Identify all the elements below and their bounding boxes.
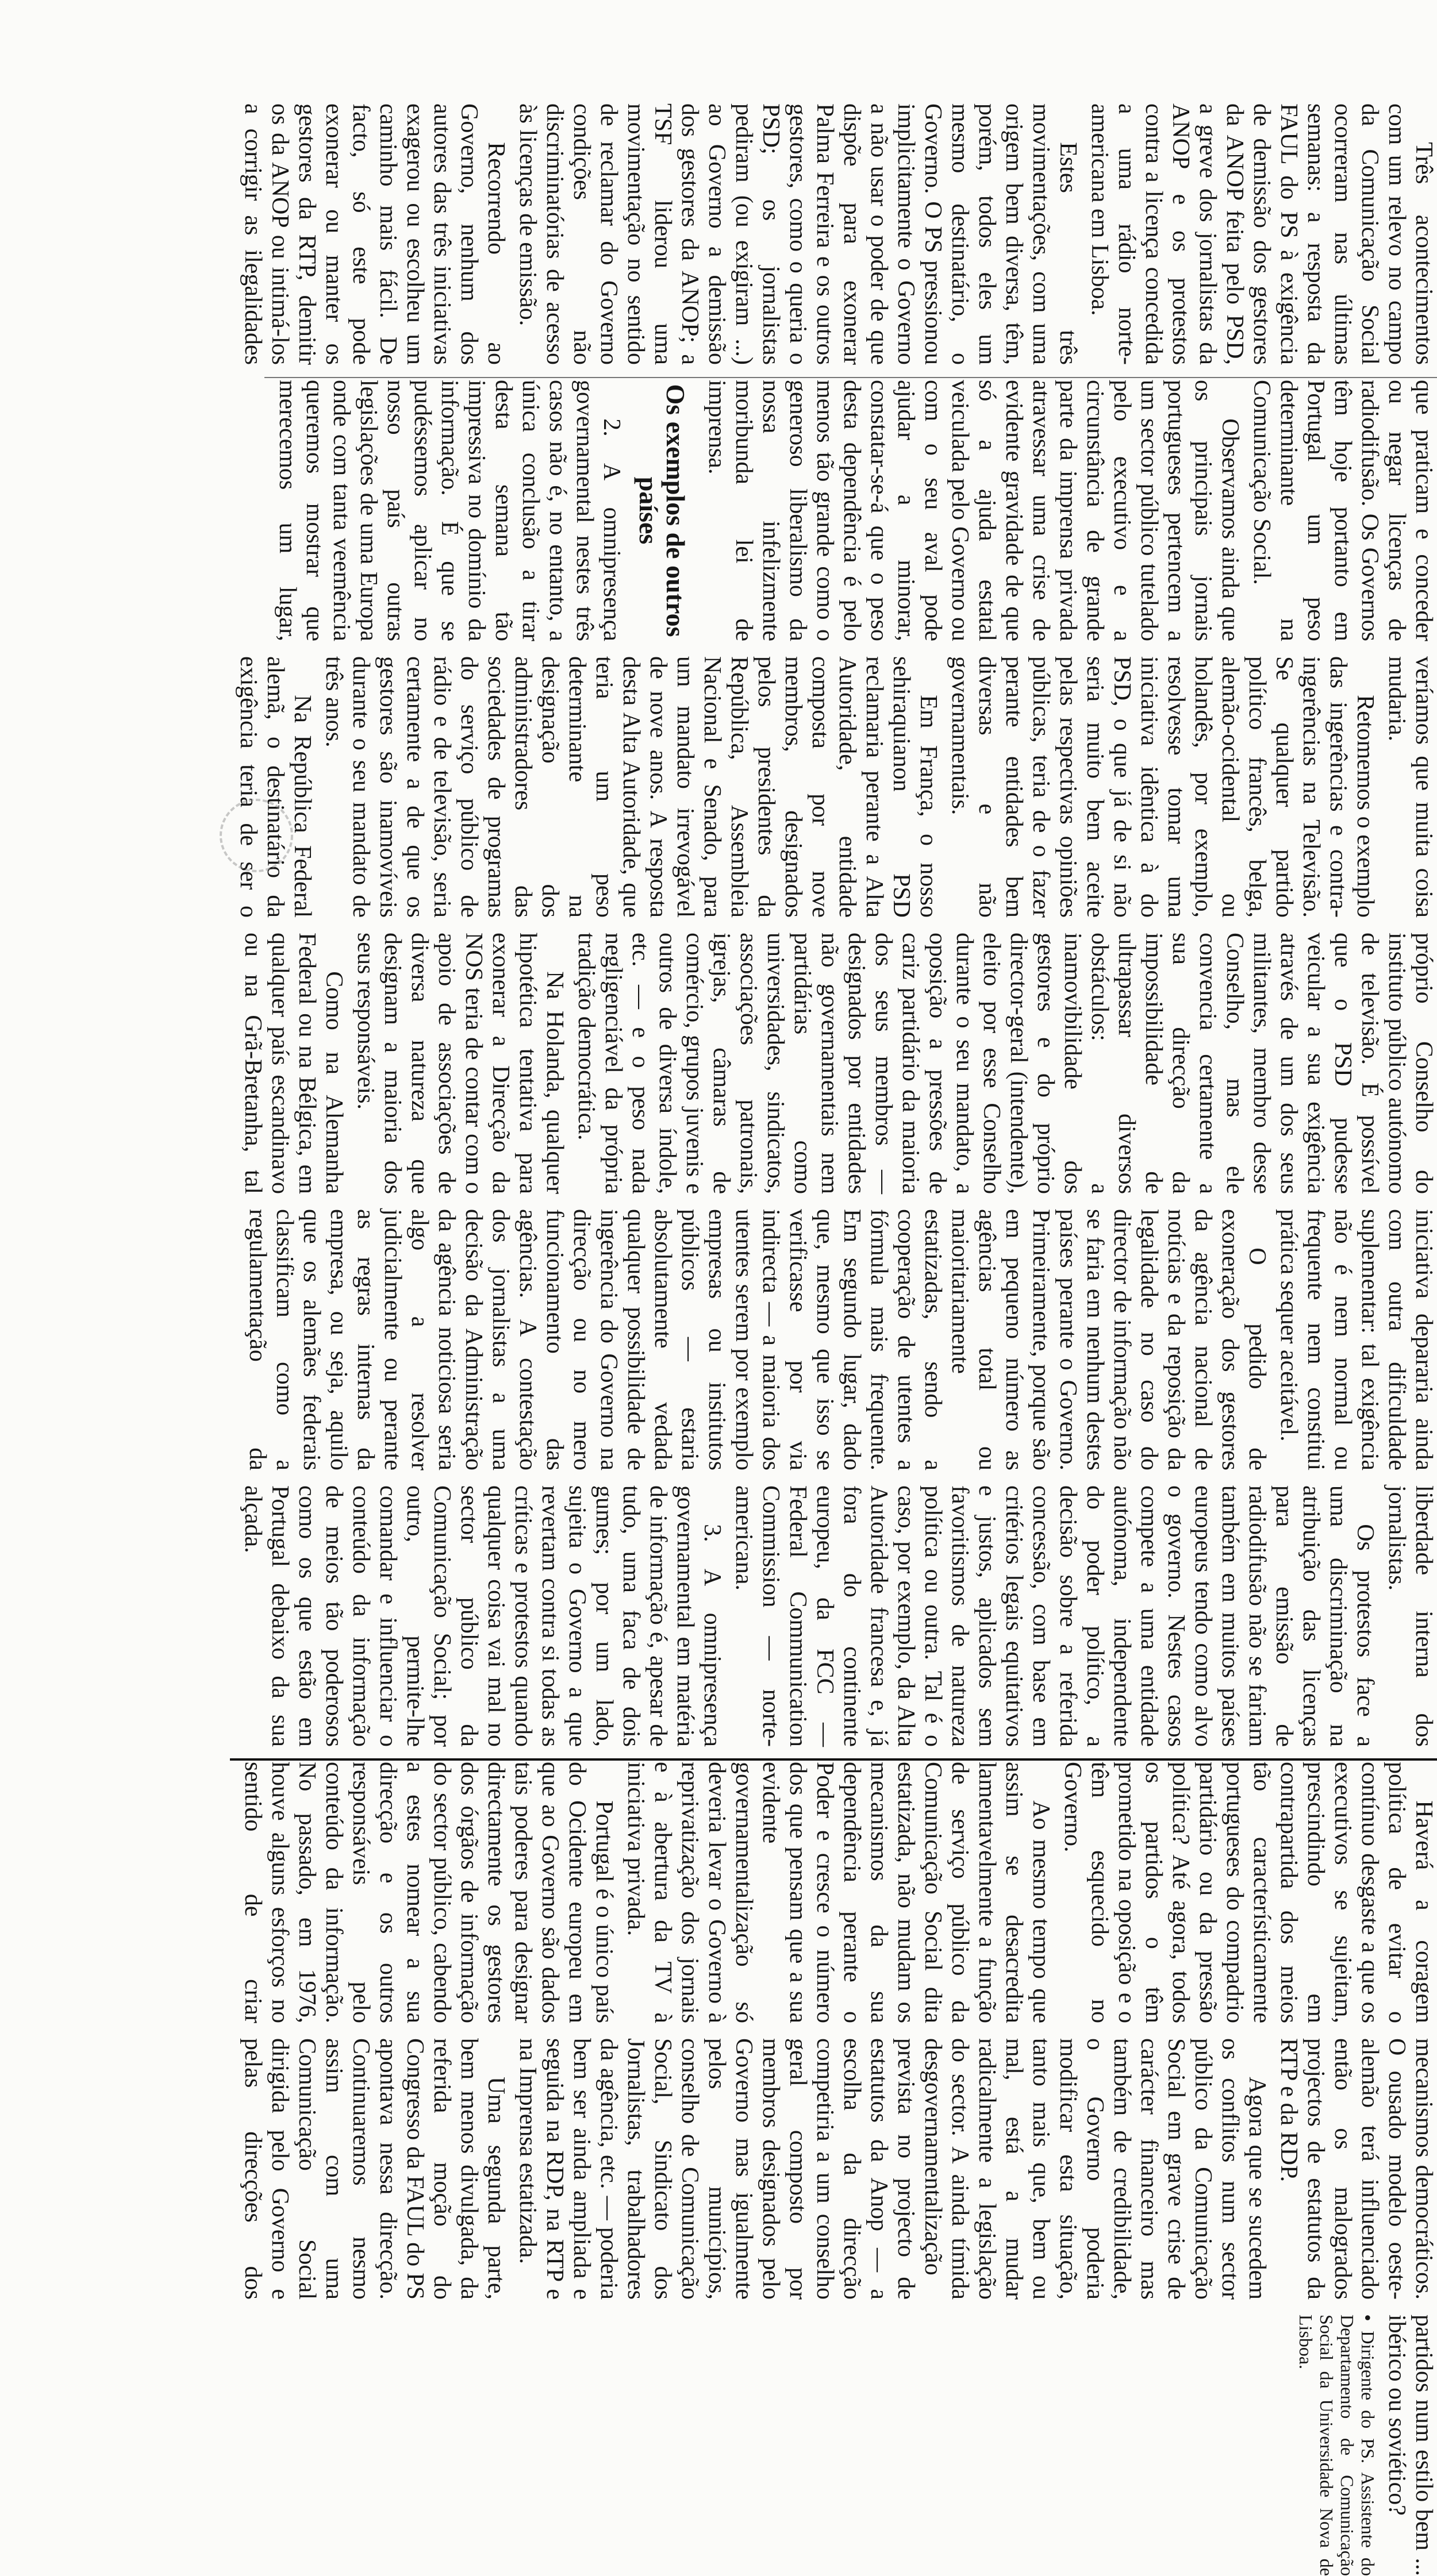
- footnote-bullet: •: [1358, 2315, 1378, 2321]
- paragraph: Portugal é o único país do Ocidente europeu em que ao Governo são dados tais poderes para designar directamente os gestores dos órgãos de informação do sector público, cabendo a estes nomear a sua direcção e os outros responsáveis pelo conteúdo da informação. No passado, em 1976, houve alguns esforços no sentido de criar mecanismos democráticos. O ousado modelo oeste-alemão terá influenciado então os malogrados projectos de estatutos da RTP e da RDP.: [240, 1762, 1437, 2300]
- paragraph: Observamos ainda que os principais jornais portugueses pertencem a um sector público tutelado pelo executivo e a circunstância de grande parte da imprensa privada atravessar uma crise de evidente gravidade de que só a ajuda estatal veiculada pelo Governo ou com o seu aval pode ajudar a minorar, constatar-se-á que o peso desta dependência é pelo menos tão grande como o generoso liberalismo da nossa infelizmente moribunda lei de imprensa.: [704, 380, 1243, 641]
- paragraph: Ao mesmo tempo que assim se desacredita lamentavelmente a função de serviço público da Comunicação Social dita estatizada, não mudam os mecanismos da sua dependência perante o Poder e cresce o número dos que pensam que a sua evidente governamentalização só deveria levar o Governo à reprivatização dos jornais e à abertura da TV à iniciativa privada.: [623, 1762, 1054, 2023]
- paragraph: Estes três movimentações, com uma origem bem diversa, têm, porém, todos eles um mesmo destinatário, o Governo. O PS pressionou implicitamente o Governo a não usar o poder de que dispõe para exonerar Palma Ferreira e os outros gestores, como o queria o PSD; os jornalistas pediram (ou exigiram ...) ao Governo a demissão dos gestores da ANOP; a TSF liderou uma movimentação no sentido de reclamar do Governo condições não discriminatórias de acesso às licenças de emissão.: [514, 103, 1081, 365]
- paragraph: Uma segunda parte, bem menos divulgada, da referida moção do Congresso da FAUL do PS apontava nessa direcção. Continuaremos nesmo assim com uma Comunicação Social dirigida pelo Governo e pelas direcções dos partidos num estilo bem ... ibérico ou soviético?: [240, 2038, 1437, 2576]
- paragraph: Haverá a coragem política de evitar o contínuo desgaste a que os executivos se sujeitam, prescindindo em contrapartida dos meios tão característicamente portugueses do compadrio partidário ou da pressão política? Até agora, todos os partidos o têm prometido na oposição e o têm esquecido no Governo.: [1059, 1762, 1437, 2023]
- page-edge-rule: [230, 1758, 1437, 1761]
- paragraph: Como na Alemanha Federal ou na Bélgica, em qualquer país escandinavo ou na Grã-Bretanha, tal iniciativa depararia ainda com outra dificuldade suplementar: tal exigência não é nem normal ou frequente nem constitui prática sequer aceitável.: [240, 933, 1437, 1470]
- paragraph: 2. A omnipresença governamental nestes três casos não é, no entanto, a única conclusão a tirar desta semana tão impressiva no domínio da informação. É que se pudéssemos aplicar no nosso país outras legislações de uma Europa onde com tanta veemência queremos mostrar que merecemos um lugar, veríamos que muita coisa mudaria.: [274, 380, 1437, 918]
- paragraph: Os protestos face a uma discriminação na atribuição das licenças para emissão de radiodifusão não se fariam também em muitos países europeus tendo como alvo o governo. Nestes casos compete a uma entidade autónoma, independente do poder político, a decisão sobre a referida concessão, com base em critérios legais equitativos e justos, aplicados sem favoritismos de natureza política ou outra. Tal é o caso, por exemplo, da Alta Autoridade francesa e, já fora do continente europeu, da FCC — Federal Communication Commission — norte-americana.: [731, 1485, 1378, 1747]
- footnote-text: Dirigente do PS. Assistente do Departamento de Comunicação Social da Universidade Nova de Lisboa.: [1296, 2315, 1378, 2576]
- paragraph: Agora que se sucedem os conflitos num sector público da Comunicação Social em grave crise de carácter financeiro mas também de credibilidade, o Governo poderia modificar esta situação, tanto mais que, bem ou mal, está a mudar radicalmente a legislação do sector. A ainda tímida desgovernamentalização prevista no projecto de estatutos da Anop — a escolha da direcção competiria a um conselho geral composto por membros designados pelo Governo mas igualmente pelos municípios, conselho de Comunicação Social, Sindicato dos Jornalistas, trabalhadores da agência, etc. — poderia bem ser ainda ampliada e seguida na RDP, na RTP e na Imprensa estatizada.: [514, 2038, 1270, 2300]
- article-columns: [230, 103, 1437, 2576]
- column-divider: [264, 377, 1437, 378]
- paragraph: Três acontecimentos com um relevo no campo da Comunicação Social ocorreram nas últimas semanas: a resposta da FAUL do PS à exigência de demissão dos gestores da ANOP feita pelo PSD, a greve dos jornalistas da ANOP e os protestos contra a licença concedida a uma rádio norte-americana em Lisboa.: [1086, 103, 1437, 365]
- ink-stamp-mark: [220, 799, 293, 872]
- paragraph: Recorrendo ao Governo, nenhum dos autores das três iniciativas exagerou ou escolheu um caminho mais fácil. De facto, só este pode exonerar ou manter os gestores da RTP, demitir os da ANOP ou intimá-los a corrigir as ilegalidades que praticam e conceder ou negar licenças de radiodifusão. Os Governos têm hoje portanto em Portugal um peso determinante na Comunicação Social.: [240, 103, 1437, 641]
- paragraph: Na República Federal alemã, o destinatário da exigência teria de ser o próprio Conselho do instituto público autónomo de televisão. É possível que o PSD pudesse veicular a sua exigência através de um dos seus militantes, membro desse Conselho, mas ele convencia certamente a sua direcção da impossibilidade de ultrapassar diversos obstáculos: a inamovibilidade dos gestores e do próprio director-geral (intendente), eleito por esse Conselho durante o seu mandato, a oposição a pressões de cariz partidário da maioria dos seus membros — designados por entidades não governamentais nem partidárias como universidades, sindicatos, associações patronais, igrejas, câmaras de comércio, grupos juvenis e outros de diversa índole, etc. — e o peso nada negligenciável da própria tradição democrática.: [235, 656, 1437, 1194]
- paragraph: Retomemos o exemplo das ingerências e contra-ingerências na Televisão. Se qualquer partido político francês, belga, alemão-ocidental ou holandês, por exemplo, resolvesse tomar uma iniciativa idêntica à do PSD, o que já de si não seria muito bem aceite pelas respectivas opiniões públicas, teria de o fazer perante entidades bem diversas e não governamentais.: [947, 656, 1378, 918]
- paragraph: 3. A omnipresença governamental em matéria de informação é, apesar de tudo, uma faca de dois gumes; por um lado, sujeita o Governo a que revertam contra si todas as críticas e protestos quando qualquer coisa vai mal no sector público da Comunicação Social; por outro, permite-lhe comandar e influenciar o conteúdo da informação de meios tão poderosos como os que estão em Portugal debaixo da sua alçada.: [240, 1485, 725, 1747]
- section-heading: Os exemplos de outros países: [634, 384, 690, 637]
- paragraph: O pedido de exoneração dos gestores da agência nacional de notícias e da reposição da legalidade no caso do director de informação não se faria em nenhum destes países perante o Governo. Primeiramente, porque são em pequeno número as agências total ou maioritariamente estatizadas, sendo a cooperação de utentes a fórmula mais frequente. Em segundo lugar, dado que, mesmo que isso se verificasse por via indirecta — a maioria dos utentes serem por exemplo empresas ou institutos públicos — estaria absolutamente vedada qualquer possibilidade de ingerência do Governo na direcção ou no mero funcionamento das agências. A contestação dos jornalistas a uma decisão da Administração da agência noticiosa seria algo a resolver judicialmente ou perante as regras internas da empresa, ou seja, aquilo que os alemães federais classificam como a regulamentação da liberdade interna dos jornalistas.: [244, 1209, 1437, 1747]
- paragraph: Em França, o nosso sehiraquianon PSD reclamaria perante a Alta Autoridade, entidade composta por nove membros, designados pelos presidentes da República, Assembleia Nacional e Senado, para um mandato irrevogável de nove anos. A resposta desta Alta Autoridade, que teria um peso determinante na designação dos administradores das sociedades de programas do serviço público de rádio e de televisão, seria certamente a de que os gestores são inamovíveis durante o seu mandato de três anos.: [321, 656, 942, 918]
- paragraph: Na Holanda, qualquer hipotética tentativa para exonerar a Direcção da NOS teria de contar com o apoio de associações de diversa natureza que designam a maioria dos seus responsáveis.: [352, 933, 568, 1194]
- author-footnote: [1296, 2315, 1378, 2576]
- newspaper-article: [230, 103, 1437, 2576]
